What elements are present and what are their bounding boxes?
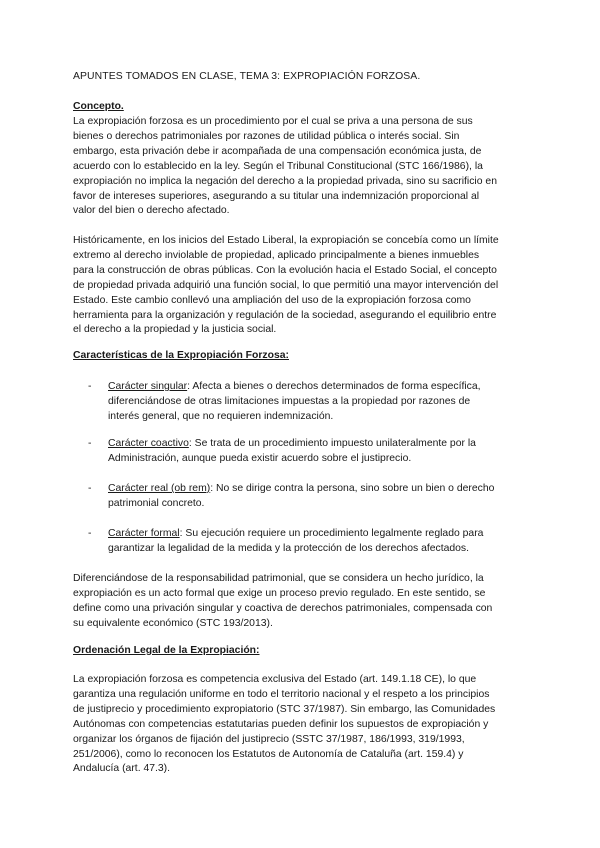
term-description: : No se dirige contra la persona, sino sobre un bien o derecho bbox=[210, 483, 495, 494]
text-line: Andalucía (art. 47.3). bbox=[73, 763, 171, 775]
term-description: : Afecta a bienes o derechos determinados de forma específica, bbox=[187, 381, 481, 392]
bullet-dash: - bbox=[88, 381, 92, 392]
text-line: Diferenciándose de la responsabilidad patrimonial, que se considera un hecho jurídico, la bbox=[73, 573, 484, 584]
text-line: Históricamente, en los inicios del Estado Liberal, la expropiación se concebía como un límite bbox=[73, 235, 499, 246]
text-line: expropiación es un acto formal que exige un proceso previo regulado. En este sentido, se bbox=[73, 587, 486, 599]
text-line: patrimonial concreto. bbox=[108, 497, 205, 509]
text-line: garantiza una regulación uniforme en todo el territorio nacional y el respeto a los principios bbox=[73, 688, 490, 700]
text-line: organizar los órganos de fijación del justiprecio (SSTC 37/1987, 186/1993, 319/1993, bbox=[73, 733, 465, 745]
text-line: el derecho a la propiedad y la justicia social. bbox=[73, 324, 277, 336]
text-line: La expropiación forzosa es competencia exclusiva del Estado (art. 149.1.18 CE), lo que bbox=[73, 674, 477, 685]
term-description: : Su ejecución requiere un procedimiento legalmente reglado para bbox=[179, 528, 484, 539]
section-heading-ordenacion: Ordenación Legal de la Expropiación: bbox=[73, 645, 260, 656]
text-line: valor del bien o derecho afectado. bbox=[73, 205, 230, 217]
text-line: para la construcción de obras públicas. Con la evolución hacia el Estado Social, el concepto bbox=[73, 264, 497, 276]
text-line: La expropiación forzosa es un procedimiento por el cual se priva a una persona de sus bbox=[73, 116, 473, 127]
term-label: Carácter formal bbox=[108, 528, 180, 539]
bullet-dash: - bbox=[88, 528, 92, 539]
term-label: Carácter singular bbox=[108, 381, 188, 392]
text-line: expropiación no implica la negación del derecho a la propiedad privada, sino su sacrificio en bbox=[73, 175, 497, 187]
text-line: 251/2006), como lo reconocen los Estatutos de Autonomía de Cataluña (art. 159.4) y bbox=[73, 748, 464, 760]
text-line: su equivalente económico (STC 193/2013). bbox=[73, 617, 273, 629]
text-line: de justiprecio y procedimiento expropiatorio (STC 37/1987). Sin embargo, las Comunidades bbox=[73, 703, 496, 715]
text-line: extremo al derecho inviolable de propiedad, aplicado principalmente a bienes inmuebles bbox=[73, 249, 480, 261]
text-line: define como una privación singular y coactiva de derechos patrimoniales, compensada con bbox=[73, 602, 493, 614]
text-line: Autónomas con competencias estatutarias pueden definir los supuestos de expropiación y bbox=[73, 718, 489, 730]
paragraph-ordenacion bbox=[73, 673, 533, 777]
paragraph-diferencia bbox=[73, 572, 533, 632]
paragraph-concepto bbox=[73, 115, 533, 219]
document-title: APUNTES TOMADOS EN CLASE, TEMA 3: EXPROPIACIÓN FORZOSA. bbox=[73, 71, 421, 82]
term-label: Carácter real (ob rem) bbox=[108, 483, 211, 494]
text-line: bienes o derechos patrimoniales por razones de utilidad pública o interés social. Sin bbox=[73, 130, 460, 142]
paragraph-historia bbox=[73, 234, 533, 338]
section-heading-caracteristicas: Características de la Expropiación Forzosa: bbox=[73, 350, 289, 361]
text-line: favor de intereses superiores, asegurando a su titular una indemnización proporcional al bbox=[73, 190, 480, 202]
text-line: Estado. Este cambio conllevó una ampliación del uso de la expropiación forzosa como bbox=[73, 294, 471, 306]
text-line: herramienta para la organización y regulación de la sociedad, asegurando el equilibrio entre bbox=[73, 309, 497, 321]
text-line: diferenciándose de otras limitaciones impuestas a la propiedad por razones de bbox=[108, 395, 471, 407]
section-heading-concepto: Concepto. bbox=[73, 101, 124, 112]
bullet-dash: - bbox=[88, 483, 92, 494]
text-line: de propiedad privada adquirió una función social, lo que permitió una mayor intervención del bbox=[73, 279, 499, 291]
text-line: interés general, que no requieren indemnización. bbox=[108, 410, 334, 422]
text-line: garantizar la legalidad de la medida y la protección de los derechos afectados. bbox=[108, 542, 470, 554]
text-line: Administración, aunque pueda existir acuerdo sobre el justiprecio. bbox=[108, 452, 412, 464]
text-line: embargo, esta privación debe ir acompañada de una compensación económica justa, de bbox=[73, 145, 482, 157]
term-description: : Se trata de un procedimiento impuesto unilateralmente por la bbox=[188, 438, 476, 449]
bullet-dash: - bbox=[88, 438, 92, 449]
term-label: Carácter coactivo bbox=[108, 438, 189, 449]
text-line: acuerdo con lo establecido en la ley. Según el Tribunal Constitucional (STC 166/1986), la bbox=[73, 160, 483, 172]
